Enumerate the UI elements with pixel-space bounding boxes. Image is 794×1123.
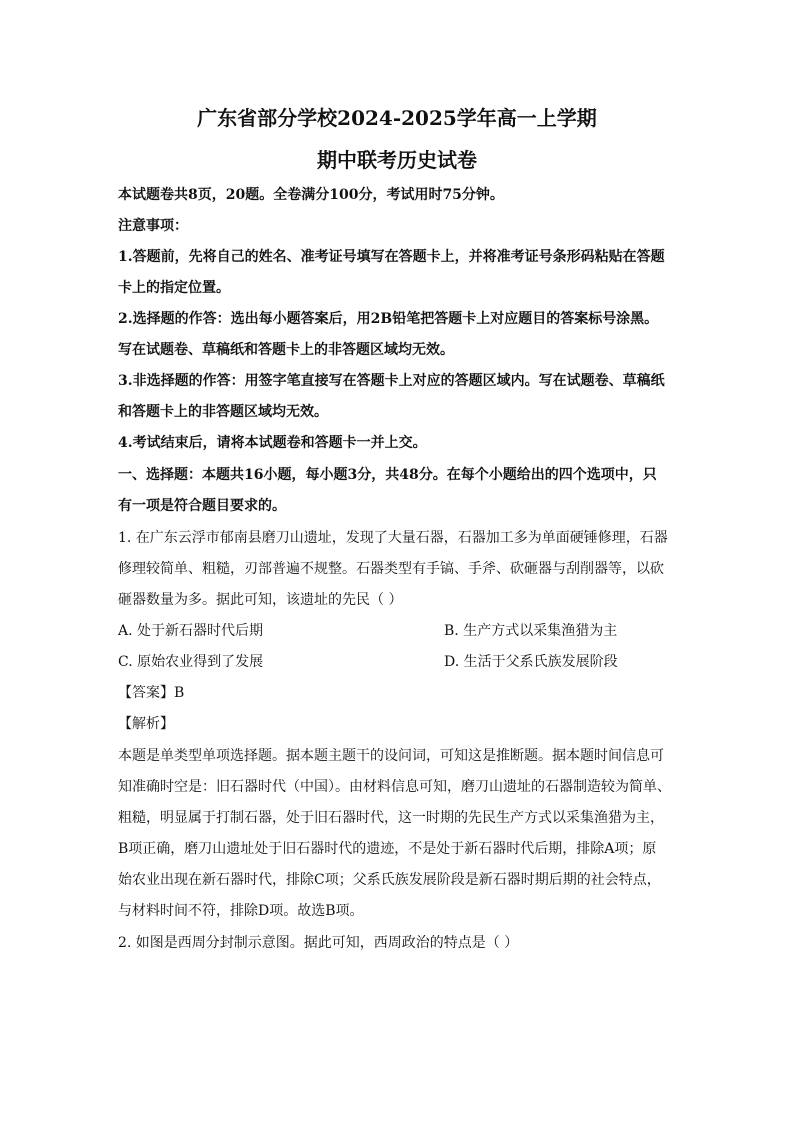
question-1-analysis-line: 粗糙，明显属于打制石器，处于旧石器时代，这一时期的先民生产方式以采集渔猎为主， [118, 810, 664, 826]
exam-title-line-2: 期中联考历史试卷 [317, 148, 477, 172]
question-1-option-c: C. 原始农业得到了发展 [118, 654, 264, 670]
notice-line: 1.答题前，先将自己的姓名、准考证号填写在答题卡上，并将准考证号条形码粘贴在答题 [118, 249, 665, 265]
question-1-analysis-line: 知准确时空是：旧石器时代（中国）。由材料信息可知，磨刀山遗址的石器制造较为简单、 [118, 779, 671, 795]
section-heading-line: 有一项是符合题目要求的。 [118, 498, 286, 514]
notice-line: 2.选择题的作答：选出每小题答案后，用2B铅笔把答题卡上对应题目的答案标号涂黑。 [118, 311, 659, 327]
exam-title-line-1: 广东省部分学校2024-2025学年高一上学期 [197, 106, 597, 130]
question-1-option-b: B. 生产方式以采集渔猎为主 [444, 623, 618, 639]
question-1-stem-line: 修理较简单、粗糙，刃部普遍不规整。石器类型有手镐、手斧、砍砸器与刮削器等，以砍 [118, 561, 664, 577]
question-2-stem: 2. 如图是西周分封制示意图。据此可知，西周政治的特点是（ ） [118, 935, 519, 951]
exam-intro: 本试题卷共8页，20题。全卷满分100分，考试用时75分钟。 [118, 187, 504, 203]
notice-line: 写在试题卷、草稿纸和答题卡上的非答题区域均无效。 [118, 342, 454, 358]
question-1-analysis-line: 始农业出现在新石器时代，排除C项；父系氏族发展阶段是新石器时期后期的社会特点， [118, 872, 661, 888]
question-1-analysis-line: 本题是单类型单项选择题。据本题主题干的设问词，可知这是推断题。据本题时间信息可 [118, 748, 664, 764]
question-1-analysis-heading: 【解析】 [118, 716, 174, 732]
question-1-analysis-line: B项正确，磨刀山遗址处于旧石器时代的遗迹，不是处于新石器时代后期，排除A项；原 [118, 841, 657, 857]
question-1-analysis-line: 与材料时间不符，排除D项。故选B项。 [118, 903, 364, 919]
question-1-answer: 【答案】B [118, 685, 185, 701]
notice-line: 和答题卡上的非答题区域均无效。 [118, 404, 328, 420]
notice-line: 4.考试结束后，请将本试题卷和答题卡一并上交。 [118, 435, 427, 451]
question-1-stem-line: 砸器数量为多。据此可知，该遗址的先民（ ） [118, 592, 403, 608]
notice-heading: 注意事项： [118, 218, 188, 234]
notice-line: 卡上的指定位置。 [118, 280, 230, 296]
notice-line: 3.非选择题的作答：用签字笔直接写在答题卡上对应的答题区域内。写在试题卷、草稿纸 [118, 373, 665, 389]
question-1-option-a: A. 处于新石器时代后期 [118, 623, 264, 639]
question-1-option-d: D. 生活于父系氏族发展阶段 [444, 654, 618, 670]
question-1-stem-line: 1. 在广东云浮市郁南县磨刀山遗址，发现了大量石器，石器加工多为单面硬锤修理，石器 [118, 530, 668, 546]
section-heading-line: 一、选择题：本题共16小题，每小题3分，共48分。在每个小题给出的四个选项中，只 [118, 467, 657, 483]
